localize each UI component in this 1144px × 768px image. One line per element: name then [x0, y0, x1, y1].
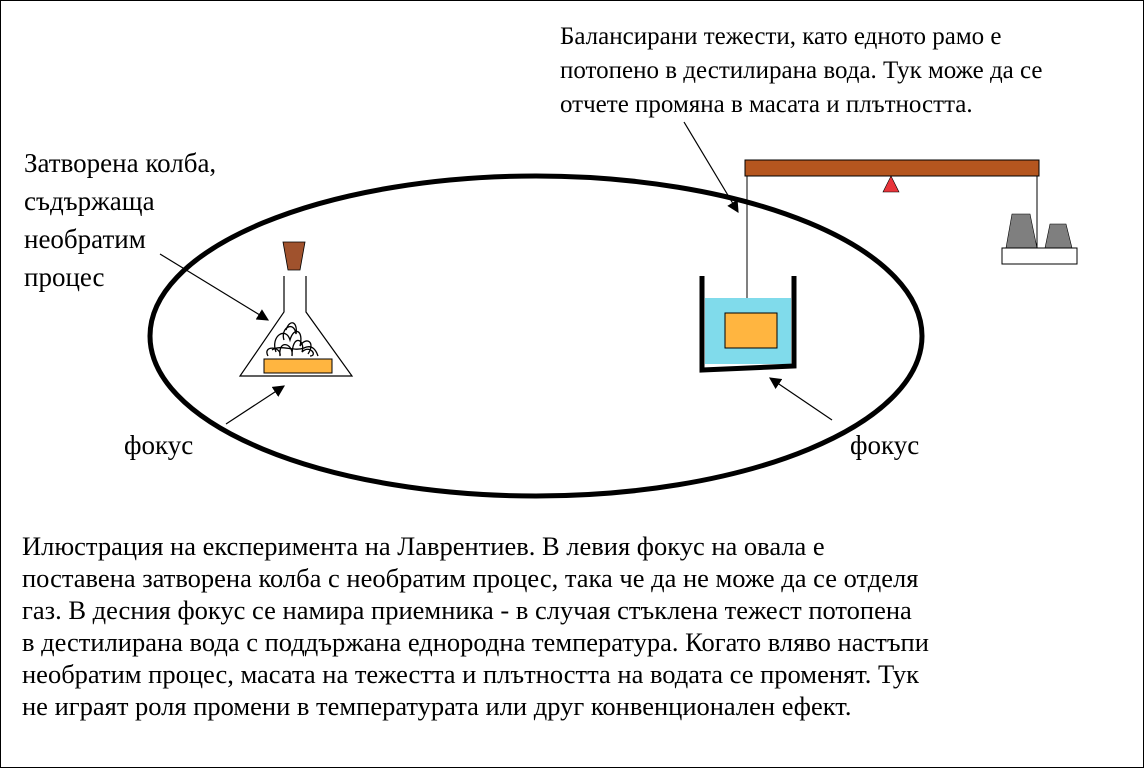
focus-right-arrow [770, 378, 832, 420]
balance-beam [745, 160, 1039, 176]
flask-label-line: съдържаща [24, 186, 155, 216]
submerged-glass-weight [725, 313, 777, 348]
caption-line: в дестилирана вода с поддържана еднородна температура. Когато вляво настъпи [22, 627, 929, 657]
water-container [702, 276, 794, 370]
balance-label-line: Балансирани тежести, като едното рамо е [560, 23, 1002, 50]
flask-weight [264, 359, 332, 373]
balance-label-arrow [684, 122, 738, 212]
closed-flask [240, 242, 352, 376]
figure-caption [22, 530, 929, 722]
flask-description-label [24, 144, 216, 296]
flask-label-line: необратим [24, 224, 146, 254]
flask-stopper [283, 242, 305, 270]
balance-label-line: отчете промяна в масата и плътността. [560, 91, 973, 118]
caption-line: газ. В десния фокус се намира приемника - в случая стъклена тежест потопена [22, 595, 912, 625]
balance-label-line: потопено в дестилирана вода. Тук може да се [560, 57, 1043, 84]
focus-left-arrow [226, 386, 284, 424]
flask-reaction-scribble [267, 323, 318, 356]
focus-right-label: фокус [850, 430, 920, 460]
flask-label-line: процес [24, 262, 105, 292]
counterweights [1002, 214, 1077, 264]
focus-left-label: фокус [124, 430, 194, 460]
caption-line: не играят роля промени в температурата или друг конвенционален ефект. [22, 691, 852, 721]
caption-line: поставена затворена колба с необратим процес, така че да не може да се отделя [22, 563, 919, 593]
balance-description-label [560, 20, 1043, 122]
fulcrum-triangle [883, 176, 899, 192]
oval-chamber [150, 176, 922, 496]
caption-line: Илюстрация на експеримента на Лаврентиев. В левия фокус на овала е [22, 531, 825, 561]
caption-line: необратим процес, масата на тежестта и плътността на водата се променят. Тук [22, 659, 920, 689]
flask-label-line: Затворена колба, [24, 148, 217, 178]
